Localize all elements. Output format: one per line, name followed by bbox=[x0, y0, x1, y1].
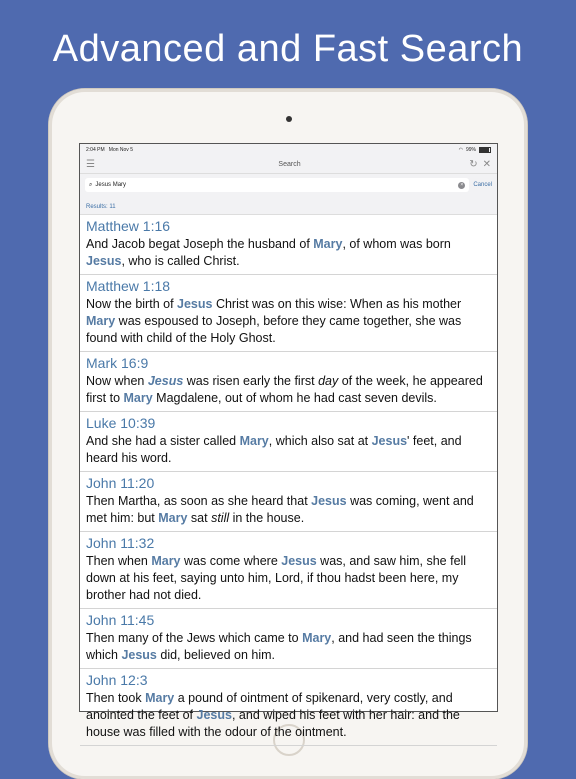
verse-segment: , and had seen the things which bbox=[86, 631, 472, 662]
search-highlight: Mary bbox=[158, 511, 188, 525]
verse-text bbox=[86, 553, 491, 604]
results-list bbox=[80, 215, 497, 746]
result-item[interactable] bbox=[80, 352, 497, 412]
search-highlight: Jesus bbox=[371, 434, 408, 448]
hamburger-icon[interactable]: ☰ bbox=[86, 158, 95, 170]
promo-headline: Advanced and Fast Search bbox=[52, 28, 524, 70]
verse-segment: , which also sat at bbox=[268, 434, 372, 448]
nav-bar bbox=[80, 155, 497, 174]
search-highlight: Mary bbox=[313, 237, 343, 251]
verse-segment: did, believed on him. bbox=[156, 648, 276, 662]
verse-reference: John 11:20 bbox=[86, 475, 155, 491]
verse-text bbox=[86, 236, 491, 270]
cancel-button[interactable]: Cancel bbox=[473, 182, 492, 188]
search-highlight: Jesus bbox=[121, 648, 157, 662]
verse-segment: And Jacob begat Joseph the husband of bbox=[86, 237, 314, 251]
camera-dot bbox=[286, 116, 292, 122]
result-item[interactable] bbox=[80, 472, 497, 532]
verse-segment: , of whom was born bbox=[342, 237, 451, 251]
verse-text bbox=[86, 630, 491, 664]
search-input[interactable] bbox=[85, 178, 469, 192]
status-date: Mon Nov 5 bbox=[108, 146, 133, 153]
result-item[interactable] bbox=[80, 532, 497, 609]
search-query[interactable]: Jesus Mary bbox=[95, 182, 127, 188]
italic-word: day bbox=[318, 374, 339, 388]
search-highlight: Jesus bbox=[196, 708, 232, 722]
verse-reference: Matthew 1:18 bbox=[86, 278, 171, 294]
search-highlight: Jesus bbox=[311, 494, 347, 508]
result-item[interactable] bbox=[80, 609, 497, 669]
status-bar bbox=[80, 144, 497, 155]
search-highlight: Jesus bbox=[281, 554, 317, 568]
verse-segment: , who is called Christ. bbox=[121, 254, 240, 268]
verse-segment: was come where bbox=[180, 554, 282, 568]
search-highlight: Mary bbox=[151, 554, 181, 568]
wifi-icon: ◠ bbox=[458, 146, 463, 153]
verse-reference: John 11:45 bbox=[86, 612, 155, 628]
verse-segment: in the house. bbox=[229, 511, 305, 525]
verse-segment: a pound of ointment of spikenard, very costly, and anointed the feet of bbox=[86, 691, 453, 722]
status-time: 2:04 PM bbox=[86, 146, 105, 153]
battery-icon bbox=[479, 147, 491, 153]
verse-segment: Christ was on this wise: When as his mother bbox=[212, 297, 462, 311]
verse-segment: was risen early the first bbox=[183, 374, 319, 388]
verse-segment: Then took bbox=[86, 691, 146, 705]
search-highlight: Mary bbox=[302, 631, 332, 645]
page-title: Search bbox=[278, 160, 301, 168]
result-item[interactable] bbox=[80, 215, 497, 275]
verse-segment: was, and saw him, she fell down at his feet, saying unto him, Lord, if thou hadst been here, my brother had not died. bbox=[86, 554, 467, 602]
verse-segment: Now the birth of bbox=[86, 297, 178, 311]
app-screen bbox=[79, 143, 498, 739]
search-row bbox=[80, 174, 497, 196]
result-item[interactable] bbox=[80, 275, 497, 352]
italic-word: still bbox=[211, 511, 230, 525]
verse-text bbox=[86, 493, 491, 527]
verse-segment: Now when bbox=[86, 374, 148, 388]
verse-text bbox=[86, 296, 491, 347]
verse-segment: was espoused to Joseph, before they came together, she was found with child of the Holy Ghost. bbox=[86, 314, 462, 345]
verse-reference: John 12:3 bbox=[86, 672, 148, 688]
search-highlight: Mary bbox=[123, 391, 153, 405]
verse-segment: was coming, went and met him: but bbox=[86, 494, 474, 525]
search-highlight: Jesus bbox=[86, 254, 122, 268]
result-item[interactable] bbox=[80, 412, 497, 472]
verse-segment: ' feet, and heard his word. bbox=[86, 434, 462, 465]
close-icon[interactable]: ✕ bbox=[482, 158, 491, 170]
share-icon[interactable]: ↻ bbox=[469, 158, 478, 170]
verse-segment: of the week, he appeared first to bbox=[86, 374, 483, 405]
search-highlight: Mary bbox=[239, 434, 269, 448]
verse-segment: Magdalene, out of whom he had cast seven devils. bbox=[152, 391, 437, 405]
search-highlight: Jesus bbox=[147, 374, 184, 388]
clear-icon[interactable]: × bbox=[458, 182, 465, 189]
verse-segment: Then Martha, as soon as she heard that bbox=[86, 494, 312, 508]
verse-segment: , and wiped his feet with her hair: and the house was filled with the odour of the ointment. bbox=[86, 708, 460, 739]
verse-reference: Mark 16:9 bbox=[86, 355, 149, 371]
verse-segment: Then many of the Jews which came to bbox=[86, 631, 303, 645]
verse-segment: Then when bbox=[86, 554, 152, 568]
result-item[interactable] bbox=[80, 669, 497, 746]
search-highlight: Mary bbox=[86, 314, 116, 328]
battery-percent: 99% bbox=[465, 146, 476, 153]
verse-text bbox=[86, 690, 491, 741]
search-icon: ⌕ bbox=[89, 181, 93, 188]
verse-text bbox=[86, 373, 491, 407]
verse-reference: Luke 10:39 bbox=[86, 415, 156, 431]
verse-segment: sat bbox=[187, 511, 212, 525]
results-count: Results: 11 bbox=[80, 196, 497, 215]
verse-reference: Matthew 1:16 bbox=[86, 218, 171, 234]
verse-reference: John 11:32 bbox=[86, 535, 155, 551]
search-highlight: Mary bbox=[145, 691, 175, 705]
verse-text bbox=[86, 433, 491, 467]
search-highlight: Jesus bbox=[177, 297, 213, 311]
verse-segment: And she had a sister called bbox=[86, 434, 240, 448]
